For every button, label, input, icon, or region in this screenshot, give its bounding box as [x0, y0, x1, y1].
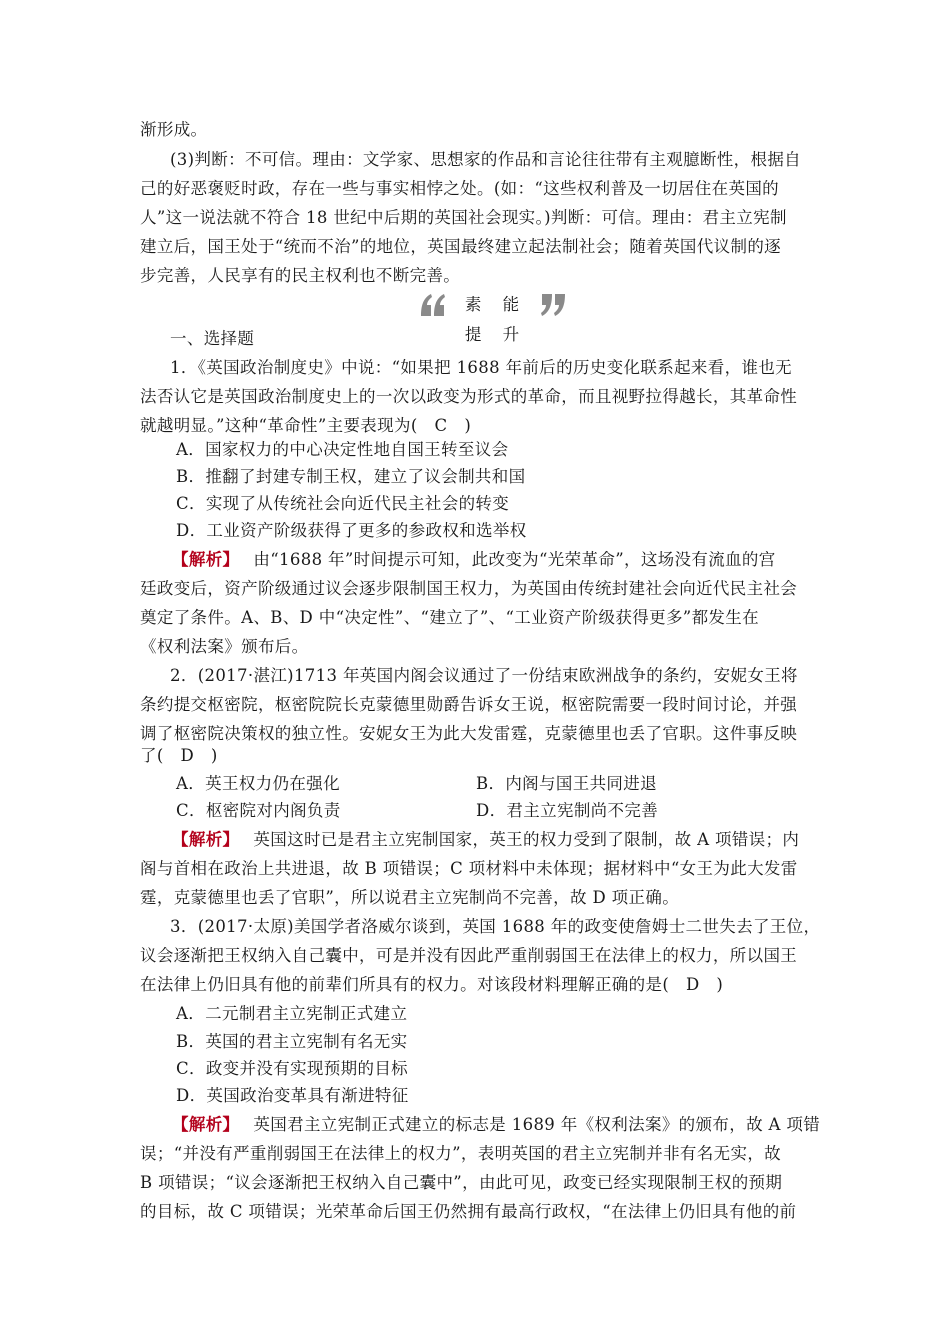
- question-3-analysis-line: [172, 1111, 848, 1139]
- prev-paragraph-line: (3)判断：不可信。理由：文学家、思想家的作品和言论往往带有主观臆断性，根据自: [170, 150, 802, 169]
- question-3-option-c: C．政变并没有实现预期的目标: [176, 1059, 409, 1078]
- question-3-line: 在法律上仍旧具有他的前辈们所具有的权力。对该段材料理解正确的是( D ): [140, 975, 724, 994]
- question-2-option-c: C．枢密院对内阁负责: [176, 801, 341, 820]
- question-2-option-b: B．内阁与国王共同进退: [476, 774, 657, 793]
- question-1-option-a: A．国家权力的中心决定性地自国王转至议会: [176, 440, 509, 459]
- question-1-analysis-line: [172, 546, 848, 574]
- question-2-analysis-line: 霆，克蒙德里也丢了官职”，所以说君主立宪制尚不完善，故 D 项正确。: [140, 888, 680, 907]
- analysis-label: 【解析】: [172, 1115, 240, 1134]
- open-quote-icon: [418, 292, 448, 318]
- section-title: 一、选择题: [170, 329, 255, 348]
- question-2-option-a: A．英王权力仍在强化: [176, 774, 340, 793]
- section-banner-title: 素 能 提 升: [464, 295, 528, 344]
- section-banner: [418, 290, 568, 344]
- analysis-text: 英国这时已是君主立宪制国家，英王的权力受到了限制，故 A 项错误；内: [253, 830, 800, 849]
- question-2-line: 调了枢密院决策权的独立性。安妮女王为此大发雷霆，克蒙德里也丢了官职。这件事反映: [140, 724, 798, 743]
- prev-paragraph-line: 步完善，人民享有的民主权利也不断完善。: [140, 266, 461, 285]
- analysis-text: 由“1688 年”时间提示可知，此改变为“光荣革命”，这场没有流血的宫: [253, 550, 776, 569]
- question-2-option-d: D．君主立宪制尚不完善: [476, 801, 659, 820]
- question-3-line: 3．(2017·太原)美国学者洛威尔谈到，英国 1688 年的政变使詹姆士二世失去了王位，: [170, 917, 821, 936]
- question-1-analysis-line: 廷政变后，资产阶级通过议会逐步限制国王权力，为英国由传统封建社会向近代民主社会: [140, 579, 798, 598]
- question-3-analysis-line: 的目标，故 C 项错误；光荣革命后国王仍然拥有最高行政权，“在法律上仍旧具有他的前: [140, 1202, 797, 1221]
- question-2-analysis-line: 阁与首相在政治上共进退，故 B 项错误；C 项材料中未体现；据材料中“女王为此大发雷: [140, 859, 798, 878]
- question-3-analysis-line: 误；“并没有严重削弱国王在法律上的权力”，表明英国的君主立宪制并非有名无实，故: [140, 1144, 782, 1163]
- question-1-line: 法否认它是英国政治制度史上的一次以政变为形式的革命，而且视野拉得越长，其革命性: [140, 387, 798, 406]
- question-3-option-b: B．英国的君主立宪制有名无实: [176, 1032, 408, 1051]
- question-3-option-d: D．英国政治变革具有渐进特征: [176, 1086, 409, 1105]
- question-1-option-d: D．工业资产阶级获得了更多的参政权和选举权: [176, 521, 527, 540]
- prev-paragraph-line: 己的好恶褒贬时政，存在一些与事实相悖之处。(如：“这些权利普及一切居住在英国的: [140, 179, 780, 198]
- question-1-analysis-line: 《权利法案》颁布后。: [140, 637, 309, 656]
- question-3-analysis-line: B 项错误；“议会逐渐把王权纳入自己囊中”，由此可见，政变已经实现限制王权的预期: [140, 1173, 783, 1192]
- question-3-line: 议会逐渐把王权纳入自己囊中，可是并没有因此严重削弱国王在法律上的权力，所以国王: [140, 946, 798, 965]
- question-2-line: 2．(2017·湛江)1713 年英国内阁会议通过了一份结束欧洲战争的条约，安妮女王将: [170, 666, 798, 685]
- question-1-analysis-line: 奠定了条件。A、B、D 中“决定性”、“建立了”、“工业资产阶级获得更多”都发生在: [140, 608, 759, 627]
- question-2-analysis-line: [172, 826, 848, 854]
- question-1-line: 就越明显。”这种“革命性”主要表现为( C ): [140, 416, 472, 435]
- question-1-option-c: C．实现了从传统社会向近代民主社会的转变: [176, 494, 510, 513]
- question-1-option-b: B．推翻了封建专制王权，建立了议会制共和国: [176, 467, 526, 486]
- question-2-line: 了( D ): [140, 746, 218, 765]
- question-1-line: 1．《英国政治制度史》中说：“如果把 1688 年前后的历史变化联系起来看，谁也无: [170, 358, 793, 377]
- analysis-label: 【解析】: [172, 550, 240, 569]
- prev-paragraph-line: 渐形成。: [140, 120, 208, 139]
- close-quote-icon: [538, 292, 568, 318]
- prev-paragraph-line: 人”这一说法就不符合 18 世纪中后期的英国社会现实。)判断：可信。理由：君主立宪制: [140, 208, 787, 227]
- question-3-option-a: A．二元制君主立宪制正式建立: [176, 1004, 408, 1023]
- analysis-label: 【解析】: [172, 830, 240, 849]
- prev-paragraph-line: 建立后，国王处于“统而不治”的地位，英国最终建立起法制社会；随着英国代议制的逐: [140, 237, 782, 256]
- analysis-text: 英国君主立宪制正式建立的标志是 1689 年《权利法案》的颁布，故 A 项错: [253, 1115, 821, 1134]
- question-2-line: 条约提交枢密院，枢密院院长克蒙德里勋爵告诉女王说，枢密院需要一段时间讨论，并强: [140, 695, 798, 714]
